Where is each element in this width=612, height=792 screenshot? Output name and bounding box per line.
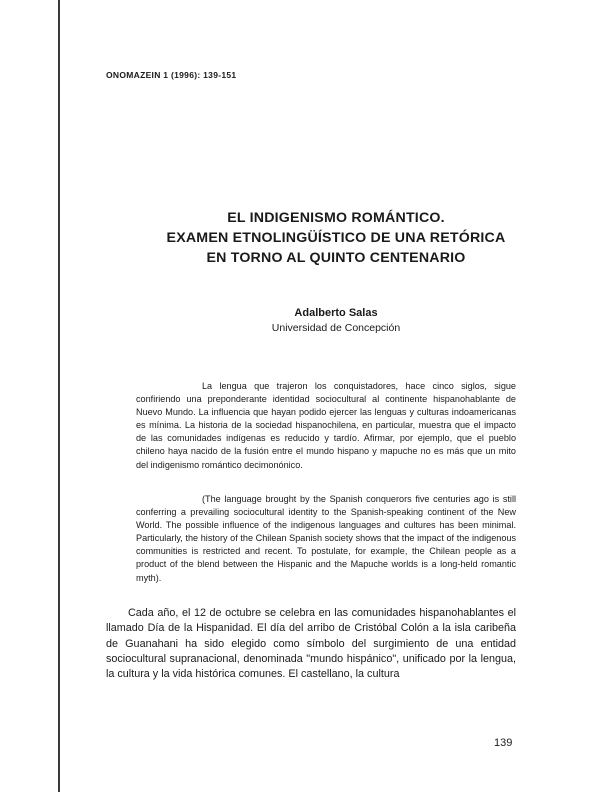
author-name: Adalberto Salas (294, 307, 378, 319)
abstract-spanish-text: La lengua que trajeron los conquistadores, hace cinco siglos, sigue confiriendo una preponderante identidad sociocultural al continente hispanohablante de Nuevo Mundo. La influencia que hayan podido ejercer las lenguas y culturas indoamericanas es mínima. La historia de la sociedad hispanochilena, en particular, muestra que el impacto de las comunidades indígenas es reducido y tardío. Afirmar, por ejemplo, que el pueblo chileno haya nacido de la fusión entre el mundo hispano y mapuche no es más que un mito del indigenismo romántico decimonónico. (136, 381, 516, 470)
author-affiliation: Universidad de Concepción (271, 322, 401, 334)
page-gutter-line (58, 0, 60, 792)
running-head: ONOMAZEIN 1 (1996): 139-151 (106, 70, 237, 80)
article-title (60, 208, 612, 268)
page-number: 139 (494, 737, 513, 749)
abstract-english (136, 493, 516, 585)
abstract-english-text: (The language brought by the Spanish conquerors five centuries ago is still conferring a prevailing sociocultural identity to the Spanish-speaking continent of the New World. The possible influence of the indigenous languages and cultures has been minimal. Particularly, the history of the Chilean Spanish society shows that the impact of the indigenous communities is restricted and recent. To postulate, for example, the Chilean people as a product of the blend between the Hispanic and the Mapuche worlds is a long-held romantic myth). (136, 494, 516, 583)
title-line: EXAMEN ETNOLINGÜÍSTICO DE UNA RETÓRICA (166, 230, 506, 246)
abstract-spanish (136, 380, 516, 472)
title-line: EN TORNO AL QUINTO CENTENARIO (206, 250, 466, 266)
title-line: EL INDIGENISMO ROMÁNTICO. (227, 210, 445, 226)
body-paragraph-text: Cada año, el 12 de octubre se celebra en las comunidades hispanohablantes el llamado Día de la Hispanidad. El día del arribo de Cristóbal Colón a la isla caribeña de Guanahani ha sido elegido como símbolo del surgimiento de una entidad sociocultural supranacional, denominada "mundo hispánico", unificado por la lengua, la cultura y la vida histórica comunes. El castellano, la cultura (106, 607, 516, 681)
body-paragraph (106, 606, 516, 682)
